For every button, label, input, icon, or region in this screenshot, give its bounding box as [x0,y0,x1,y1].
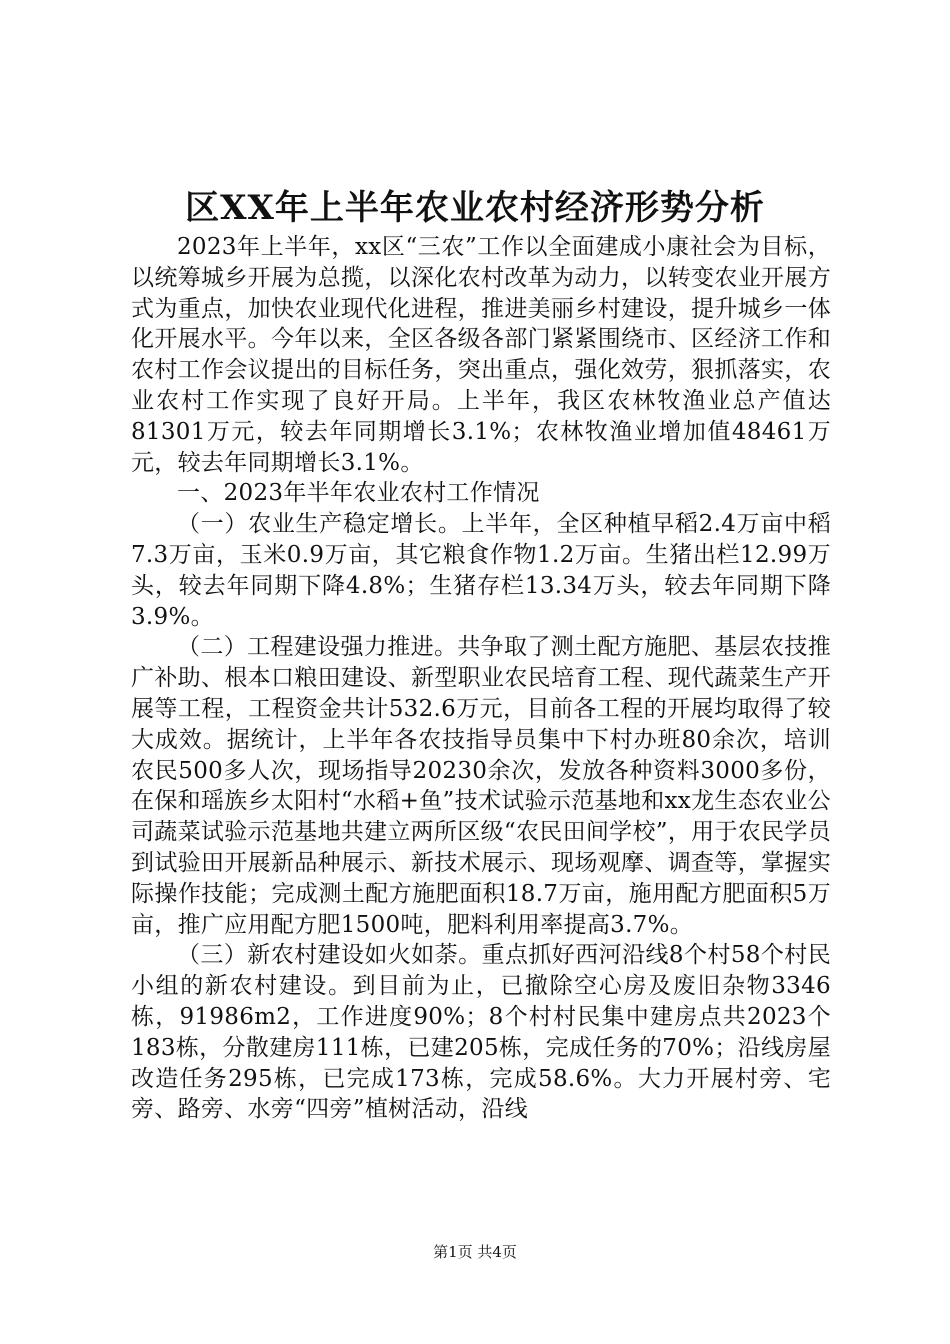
paragraph-new-village: （三）新农村建设如火如荼。重点抓好西河沿线8个村58个村民小组的新农村建设。到目前为止，已撤除空心房及废旧杂物3346栋，91986m2，工作进度90%；8个村村民集中建房点共2023个183栋，分散建房111栋，已建205栋，完成任务的70%；沿线房屋改造任务295栋，已完成173栋，完成58.6%。大力开展村旁、宅旁、路旁、水旁“四旁”植树活动，沿线 [131,942,831,1123]
paragraph-projects: （二）工程建设强力推进。共争取了测土配方施肥、基层农技推广补助、根本口粮田建设、新型职业农民培育工程、现代蔬菜生产开展等工程，工程资金共计532.6万元，目前各工程的开展均取得了较大成效。据统计，上半年各农技指导员集中下村办班80余次，培训农民500多人次，现场指导20230余次，发放各种资料3000多份，在保和瑶族乡太阳村“水稻+鱼”技术试验示范基地和xx龙生态农业公司蔬菜试验示范基地共建立两所区级“农民田间学校”，用于农民学员到试验田开展新品种展示、新技术展示、现场观摩、调查等，掌握实际操作技能；完成测土配方施肥面积18.7万亩，施用配方肥面积5万亩，推广应用配方肥1500吨，肥料利用率提高3.7%。 [131,634,831,938]
page-number-footer: 第1页 共4页 [433,1243,517,1261]
section-heading: 一、2023年半年农业农村工作情况 [177,480,540,507]
paragraph-intro: 2023年上半年，xx区“三农”工作以全面建成小康社会为目标，以统筹城乡开展为总揽，以深化农村改革为动力，以转变农业开展方式为重点，加快农业现代化进程，推进美丽乡村建设，提升城乡一体化开展水平。今年以来，全区各级各部门紧紧围绕市、区经济工作和农村工作会议提出的目标任务，突出重点，强化效劳，狠抓落实，农业农村工作实现了良好开局。上半年，我区农林牧渔业总产值达81301万元，较去年同期增长3.1%；农林牧渔业增加值48461万元，较去年同期增长3.1%。 [131,234,831,476]
document-body [131,232,831,1125]
document-title: 区XX年上半年农业农村经济形势分析 [185,188,765,228]
paragraph-agriculture: （一）农业生产稳定增长。上半年，全区种植早稻2.4万亩中稻7.3万亩，玉米0.9万亩，其它粮食作物1.2万亩。生猪出栏12.99万头，较去年同期下降4.8%；生猪存栏13.34万头，较去年同期下降3.9%。 [131,511,831,630]
